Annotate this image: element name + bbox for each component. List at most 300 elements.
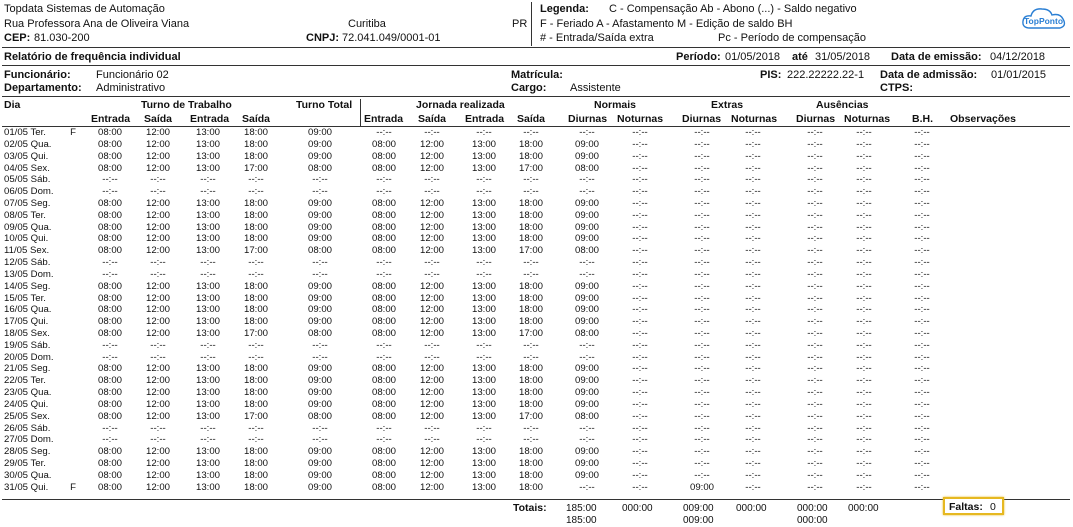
cell-nn: --:-- bbox=[632, 292, 648, 304]
employee-label: Funcionário: bbox=[4, 69, 71, 81]
period-start: 01/05/2018 bbox=[725, 51, 781, 63]
cell-js2: --:-- bbox=[523, 186, 539, 198]
cell-nn: --:-- bbox=[632, 387, 648, 398]
cell-ad: --:-- bbox=[807, 257, 823, 268]
cell-js1: --:-- bbox=[424, 174, 440, 186]
cell-nn: --:-- bbox=[632, 186, 648, 198]
cell-nn: --:-- bbox=[632, 209, 648, 221]
cell-an: --:-- bbox=[856, 268, 872, 280]
cell-js2: --:-- bbox=[523, 422, 539, 434]
cell-total: --:-- bbox=[312, 351, 328, 363]
cell-js2: 17:00 bbox=[518, 162, 543, 174]
cell-e2: 13:00 bbox=[195, 162, 220, 174]
cell-s2: 18:00 bbox=[243, 209, 268, 221]
cell-xd: --:-- bbox=[694, 245, 710, 257]
cell-xd: --:-- bbox=[694, 469, 710, 481]
cell-e1: 08:00 bbox=[97, 363, 122, 375]
cell-total: 09:00 bbox=[307, 197, 332, 209]
total-ausencias-noturnas: 000:00 bbox=[848, 503, 879, 514]
cell-xn: --:-- bbox=[745, 458, 761, 469]
cell-xd: --:-- bbox=[694, 138, 710, 150]
cell-an: --:-- bbox=[856, 339, 872, 351]
cell-s1: 12:00 bbox=[145, 375, 170, 387]
cell-js1: 12:00 bbox=[419, 138, 444, 150]
cell-js2: --:-- bbox=[523, 434, 539, 446]
cell-s1: --:-- bbox=[150, 257, 166, 268]
cell-s2: 17:00 bbox=[243, 245, 268, 257]
cell-s1: 12:00 bbox=[145, 150, 170, 162]
cell-bh: --:-- bbox=[914, 221, 930, 233]
cell-s2: 18:00 bbox=[243, 150, 268, 162]
faltas-label: Faltas: bbox=[949, 501, 983, 513]
cell-nn: --:-- bbox=[632, 339, 648, 351]
cell-total: 08:00 bbox=[307, 327, 332, 339]
cell-e1: 08:00 bbox=[97, 469, 122, 481]
cell-xd: --:-- bbox=[694, 351, 710, 363]
cell-total: 08:00 bbox=[307, 162, 332, 174]
cell-je2: 13:00 bbox=[471, 375, 496, 387]
cell-nn: --:-- bbox=[632, 363, 648, 375]
cell-day: 13/05 Dom. bbox=[4, 268, 54, 280]
cell-js2: 18:00 bbox=[518, 363, 543, 375]
cell-ad: --:-- bbox=[807, 363, 823, 375]
cell-bh: --:-- bbox=[914, 197, 930, 209]
cell-js1: 12:00 bbox=[419, 469, 444, 481]
cell-bh: --:-- bbox=[914, 316, 930, 328]
cell-js1: 12:00 bbox=[419, 209, 444, 221]
cell-js2: 17:00 bbox=[518, 410, 543, 422]
cell-an: --:-- bbox=[856, 127, 872, 138]
cell-xd: --:-- bbox=[694, 339, 710, 351]
cell-nn: --:-- bbox=[632, 458, 648, 469]
cell-js2: --:-- bbox=[523, 174, 539, 186]
cell-nn: --:-- bbox=[632, 434, 648, 446]
cell-bh: --:-- bbox=[914, 245, 930, 257]
cell-xd: --:-- bbox=[694, 174, 710, 186]
cell-e2: 13:00 bbox=[195, 398, 220, 410]
cell-an: --:-- bbox=[856, 458, 872, 469]
cell-bh: --:-- bbox=[914, 469, 930, 481]
cell-xd: --:-- bbox=[694, 268, 710, 280]
cell-js1: 12:00 bbox=[419, 363, 444, 375]
cell-total: 09:00 bbox=[307, 150, 332, 162]
cell-s1: 12:00 bbox=[145, 209, 170, 221]
cell-bh: --:-- bbox=[914, 162, 930, 174]
cell-je2: 13:00 bbox=[471, 304, 496, 316]
cell-s2: 18:00 bbox=[243, 280, 268, 292]
cell-an: --:-- bbox=[856, 469, 872, 481]
cell-s2: --:-- bbox=[248, 351, 264, 363]
cell-js1: 12:00 bbox=[419, 197, 444, 209]
cell-e1: --:-- bbox=[102, 257, 118, 268]
cell-an: --:-- bbox=[856, 174, 872, 186]
cell-je2: 13:00 bbox=[471, 245, 496, 257]
col-saida-2: Saída bbox=[242, 113, 271, 125]
cell-nn: --:-- bbox=[632, 257, 648, 268]
cell-s1: 12:00 bbox=[145, 387, 170, 398]
cell-e2: 13:00 bbox=[195, 458, 220, 469]
cell-e1: 08:00 bbox=[97, 233, 122, 245]
period-until: até bbox=[792, 51, 808, 63]
cell-day: 27/05 Dom. bbox=[4, 434, 54, 446]
cell-js1: 12:00 bbox=[419, 221, 444, 233]
cell-day: 26/05 Sáb. bbox=[4, 422, 51, 434]
cell-je2: 13:00 bbox=[471, 280, 496, 292]
cell-nd: 09:00 bbox=[574, 375, 599, 387]
cell-bh: --:-- bbox=[914, 434, 930, 446]
col-extras-diurnas: Diurnas bbox=[682, 113, 722, 125]
cell-s2: 17:00 bbox=[243, 162, 268, 174]
cell-xd: --:-- bbox=[694, 375, 710, 387]
cell-nd: 09:00 bbox=[574, 138, 599, 150]
cnpj-value: 72.041.049/0001-01 bbox=[342, 32, 441, 44]
cell-je2: --:-- bbox=[476, 174, 492, 186]
cell-an: --:-- bbox=[856, 138, 872, 150]
cep-value: 81.030-200 bbox=[34, 32, 90, 44]
cell-xd: --:-- bbox=[694, 304, 710, 316]
cell-nd: 09:00 bbox=[574, 209, 599, 221]
cell-js2: --:-- bbox=[523, 257, 539, 268]
logo-text: TopPonto bbox=[1024, 16, 1064, 26]
cell-je2: 13:00 bbox=[471, 233, 496, 245]
cell-je1: 08:00 bbox=[371, 292, 396, 304]
cell-nd: 09:00 bbox=[574, 458, 599, 469]
cell-xn: --:-- bbox=[745, 138, 761, 150]
cell-s1: 12:00 bbox=[145, 138, 170, 150]
cell-s1: 12:00 bbox=[145, 292, 170, 304]
cell-xd: --:-- bbox=[694, 327, 710, 339]
cell-nd: --:-- bbox=[579, 257, 595, 268]
cell-js1: --:-- bbox=[424, 339, 440, 351]
total-normais-noturnas: 000:00 bbox=[622, 503, 653, 514]
cell-s2: 18:00 bbox=[243, 387, 268, 398]
cell-s2: --:-- bbox=[248, 186, 264, 198]
cell-js2: 18:00 bbox=[518, 197, 543, 209]
legend-line-2: F - Feriado A - Afastamento M - Edição de saldo BH bbox=[540, 18, 793, 30]
cell-xn: --:-- bbox=[745, 422, 761, 434]
cell-day: 23/05 Qua. bbox=[4, 387, 52, 398]
cell-e1: --:-- bbox=[102, 174, 118, 186]
cell-e2: --:-- bbox=[200, 422, 216, 434]
cell-je1: --:-- bbox=[376, 268, 392, 280]
cell-s1: 12:00 bbox=[145, 469, 170, 481]
col-extras: Extras bbox=[711, 99, 744, 111]
cell-total: 09:00 bbox=[307, 446, 332, 458]
cell-je2: 13:00 bbox=[471, 150, 496, 162]
cell-s1: 12:00 bbox=[145, 446, 170, 458]
col-jsaida-1: Saída bbox=[418, 113, 447, 125]
cell-js1: --:-- bbox=[424, 268, 440, 280]
cell-ad: --:-- bbox=[807, 446, 823, 458]
company-city: Curitiba bbox=[348, 18, 386, 30]
cell-ad: --:-- bbox=[807, 398, 823, 410]
cell-xd: --:-- bbox=[694, 387, 710, 398]
cell-ad: --:-- bbox=[807, 245, 823, 257]
cell-e2: 13:00 bbox=[195, 446, 220, 458]
cell-s2: 18:00 bbox=[243, 304, 268, 316]
col-jsaida-2: Saída bbox=[517, 113, 546, 125]
cell-total: --:-- bbox=[312, 268, 328, 280]
cnpj-label: CNPJ: bbox=[306, 32, 340, 44]
cell-nn: --:-- bbox=[632, 174, 648, 186]
cell-bh: --:-- bbox=[914, 481, 930, 493]
cell-xn: --:-- bbox=[745, 150, 761, 162]
cell-e1: --:-- bbox=[102, 186, 118, 198]
cell-je1: 08:00 bbox=[371, 245, 396, 257]
cell-nd: --:-- bbox=[579, 351, 595, 363]
cell-nd: 09:00 bbox=[574, 316, 599, 328]
cell-e1: 08:00 bbox=[97, 221, 122, 233]
cell-xn: --:-- bbox=[745, 280, 761, 292]
cell-day: 30/05 Qua. bbox=[4, 469, 52, 481]
cell-nd: 09:00 bbox=[574, 233, 599, 245]
cell-xn: --:-- bbox=[745, 316, 761, 328]
cell-js1: 12:00 bbox=[419, 375, 444, 387]
cell-ad: --:-- bbox=[807, 316, 823, 328]
cell-an: --:-- bbox=[856, 481, 872, 493]
emission-date: 04/12/2018 bbox=[990, 51, 1046, 63]
cell-js2: 17:00 bbox=[518, 245, 543, 257]
cell-s2: --:-- bbox=[248, 257, 264, 268]
cell-xn: --:-- bbox=[745, 233, 761, 245]
cell-bh: --:-- bbox=[914, 127, 930, 138]
cell-ad: --:-- bbox=[807, 434, 823, 446]
cell-e1: 08:00 bbox=[97, 209, 122, 221]
cell-s1: 12:00 bbox=[145, 398, 170, 410]
cell-e1: 08:00 bbox=[97, 304, 122, 316]
cell-je1: --:-- bbox=[376, 434, 392, 446]
cell-je2: 13:00 bbox=[471, 410, 496, 422]
cell-xn: --:-- bbox=[745, 197, 761, 209]
cell-flag: F bbox=[70, 481, 76, 493]
cell-e2: 13:00 bbox=[195, 375, 220, 387]
cell-bh: --:-- bbox=[914, 363, 930, 375]
cell-xn: --:-- bbox=[745, 174, 761, 186]
cell-js1: --:-- bbox=[424, 351, 440, 363]
cell-js1: 12:00 bbox=[419, 280, 444, 292]
cell-s2: 18:00 bbox=[243, 375, 268, 387]
cell-e1: 08:00 bbox=[97, 292, 122, 304]
cell-js2: 18:00 bbox=[518, 292, 543, 304]
cell-je1: --:-- bbox=[376, 127, 392, 138]
cell-js2: 18:00 bbox=[518, 469, 543, 481]
period-label: Período: bbox=[676, 51, 721, 63]
cell-day: 19/05 Sáb. bbox=[4, 339, 51, 351]
cell-xd: --:-- bbox=[694, 363, 710, 375]
cell-xn: --:-- bbox=[745, 481, 761, 493]
cell-day: 02/05 Qua. bbox=[4, 138, 52, 150]
company-address: Rua Professora Ana de Oliveira Viana bbox=[4, 18, 190, 30]
cell-s2: 18:00 bbox=[243, 481, 268, 493]
cell-s1: 12:00 bbox=[145, 410, 170, 422]
cell-js2: --:-- bbox=[523, 127, 539, 138]
cell-e2: 13:00 bbox=[195, 327, 220, 339]
cell-an: --:-- bbox=[856, 316, 872, 328]
cell-s1: 12:00 bbox=[145, 162, 170, 174]
cell-nn: --:-- bbox=[632, 127, 648, 138]
cell-xd: --:-- bbox=[694, 150, 710, 162]
cell-js2: 18:00 bbox=[518, 398, 543, 410]
cell-an: --:-- bbox=[856, 257, 872, 268]
cell-s2: --:-- bbox=[248, 339, 264, 351]
col-saida-1: Saída bbox=[144, 113, 173, 125]
cell-e1: 08:00 bbox=[97, 150, 122, 162]
faltas-value: 0 bbox=[990, 501, 996, 513]
cell-je2: 13:00 bbox=[471, 327, 496, 339]
col-normais: Normais bbox=[594, 99, 637, 111]
cell-js1: --:-- bbox=[424, 434, 440, 446]
cell-s2: --:-- bbox=[248, 422, 264, 434]
cell-total: 09:00 bbox=[307, 375, 332, 387]
cell-js2: 18:00 bbox=[518, 221, 543, 233]
cell-je1: 08:00 bbox=[371, 138, 396, 150]
cell-ad: --:-- bbox=[807, 410, 823, 422]
cell-s2: 18:00 bbox=[243, 446, 268, 458]
cell-nn: --:-- bbox=[632, 280, 648, 292]
cell-s2: --:-- bbox=[248, 174, 264, 186]
cell-an: --:-- bbox=[856, 351, 872, 363]
cell-nd: --:-- bbox=[579, 174, 595, 186]
cell-nn: --:-- bbox=[632, 316, 648, 328]
cell-s2: 18:00 bbox=[243, 363, 268, 375]
col-bh: B.H. bbox=[912, 113, 933, 125]
cell-nn: --:-- bbox=[632, 481, 648, 493]
cell-ad: --:-- bbox=[807, 174, 823, 186]
cell-nd: --:-- bbox=[579, 481, 595, 493]
cell-s2: 18:00 bbox=[243, 398, 268, 410]
cell-je1: --:-- bbox=[376, 351, 392, 363]
cell-je1: --:-- bbox=[376, 186, 392, 198]
cell-an: --:-- bbox=[856, 233, 872, 245]
legend-title: Legenda: bbox=[540, 3, 589, 15]
cell-js1: 12:00 bbox=[419, 410, 444, 422]
cell-nn: --:-- bbox=[632, 197, 648, 209]
cell-je2: 13:00 bbox=[471, 162, 496, 174]
cell-total: 09:00 bbox=[307, 221, 332, 233]
pis-label: PIS: bbox=[760, 69, 782, 81]
cell-e1: 08:00 bbox=[97, 446, 122, 458]
cell-nn: --:-- bbox=[632, 327, 648, 339]
cell-e2: 13:00 bbox=[195, 245, 220, 257]
cell-e2: 13:00 bbox=[195, 280, 220, 292]
cell-je2: 13:00 bbox=[471, 363, 496, 375]
cell-s1: 12:00 bbox=[145, 280, 170, 292]
cell-ad: --:-- bbox=[807, 327, 823, 339]
cell-je2: --:-- bbox=[476, 339, 492, 351]
cell-e2: 13:00 bbox=[195, 233, 220, 245]
total-ausencias-diurnas: 000:00 bbox=[797, 503, 828, 514]
cell-s2: 18:00 bbox=[243, 458, 268, 469]
cell-e1: --:-- bbox=[102, 422, 118, 434]
cell-total: 09:00 bbox=[307, 316, 332, 328]
cell-s1: --:-- bbox=[150, 174, 166, 186]
cell-js1: 12:00 bbox=[419, 316, 444, 328]
cell-an: --:-- bbox=[856, 197, 872, 209]
col-observacoes: Observações bbox=[950, 113, 1016, 125]
info-rule bbox=[2, 96, 1070, 97]
cell-js1: 12:00 bbox=[419, 458, 444, 469]
total2-normais-diurnas: 185:00 bbox=[566, 515, 597, 526]
cell-day: 09/05 Qua. bbox=[4, 221, 52, 233]
matricula-label: Matrícula: bbox=[511, 69, 563, 81]
pis-value: 222.22222.22-1 bbox=[787, 69, 865, 81]
cell-nd: --:-- bbox=[579, 268, 595, 280]
cell-total: 09:00 bbox=[307, 209, 332, 221]
cell-day: 22/05 Ter. bbox=[4, 375, 46, 387]
cell-js1: 12:00 bbox=[419, 327, 444, 339]
cell-day: 25/05 Sex. bbox=[4, 410, 50, 422]
cell-js1: 12:00 bbox=[419, 292, 444, 304]
cell-total: --:-- bbox=[312, 257, 328, 268]
employee-name: Funcionário 02 bbox=[96, 69, 169, 81]
cell-js1: 12:00 bbox=[419, 481, 444, 493]
cell-xn: --:-- bbox=[745, 292, 761, 304]
cell-js2: 18:00 bbox=[518, 446, 543, 458]
cell-total: --:-- bbox=[312, 339, 328, 351]
admission-label: Data de admissão: bbox=[880, 69, 978, 81]
cell-bh: --:-- bbox=[914, 410, 930, 422]
cell-e1: --:-- bbox=[102, 268, 118, 280]
cell-nd: 08:00 bbox=[574, 327, 599, 339]
cell-e2: 13:00 bbox=[195, 127, 220, 138]
cell-xd: --:-- bbox=[694, 316, 710, 328]
cell-s2: 18:00 bbox=[243, 221, 268, 233]
legend-line-3b: Pc - Período de compensação bbox=[718, 32, 866, 44]
cell-total: 09:00 bbox=[307, 304, 332, 316]
cell-s1: 12:00 bbox=[145, 363, 170, 375]
cell-nd: --:-- bbox=[579, 422, 595, 434]
cell-e1: 08:00 bbox=[97, 316, 122, 328]
cell-nd: 08:00 bbox=[574, 410, 599, 422]
cell-e2: 13:00 bbox=[195, 221, 220, 233]
cell-day: 04/05 Sex. bbox=[4, 162, 50, 174]
cell-ad: --:-- bbox=[807, 469, 823, 481]
cell-e1: 08:00 bbox=[97, 410, 122, 422]
cell-bh: --:-- bbox=[914, 257, 930, 268]
cell-ad: --:-- bbox=[807, 233, 823, 245]
legend-line-1: C - Compensação Ab - Abono (...) - Saldo negativo bbox=[609, 3, 857, 15]
cell-day: 17/05 Qui. bbox=[4, 316, 49, 328]
cell-je1: 08:00 bbox=[371, 458, 396, 469]
cell-ad: --:-- bbox=[807, 375, 823, 387]
cell-day: 18/05 Sex. bbox=[4, 327, 50, 339]
cell-js2: 18:00 bbox=[518, 280, 543, 292]
cell-xn: --:-- bbox=[745, 339, 761, 351]
cell-total: --:-- bbox=[312, 174, 328, 186]
cell-xn: --:-- bbox=[745, 186, 761, 198]
cell-bh: --:-- bbox=[914, 233, 930, 245]
cell-s2: 18:00 bbox=[243, 233, 268, 245]
cell-js2: 18:00 bbox=[518, 138, 543, 150]
header-rule bbox=[2, 47, 1070, 48]
col-ausencias: Ausências bbox=[816, 99, 869, 111]
cell-e1: --:-- bbox=[102, 434, 118, 446]
cell-an: --:-- bbox=[856, 245, 872, 257]
cell-s2: --:-- bbox=[248, 434, 264, 446]
cell-e2: --:-- bbox=[200, 174, 216, 186]
cell-xn: --:-- bbox=[745, 221, 761, 233]
cell-je2: 13:00 bbox=[471, 469, 496, 481]
cell-je2: --:-- bbox=[476, 186, 492, 198]
title-rule bbox=[2, 65, 1070, 66]
cargo-label: Cargo: bbox=[511, 82, 547, 94]
cell-s1: --:-- bbox=[150, 186, 166, 198]
cell-s1: 12:00 bbox=[145, 481, 170, 493]
cell-xd: --:-- bbox=[694, 127, 710, 138]
cell-s1: 12:00 bbox=[145, 197, 170, 209]
cell-an: --:-- bbox=[856, 422, 872, 434]
total2-ausencias-diurnas: 000:00 bbox=[797, 515, 828, 526]
